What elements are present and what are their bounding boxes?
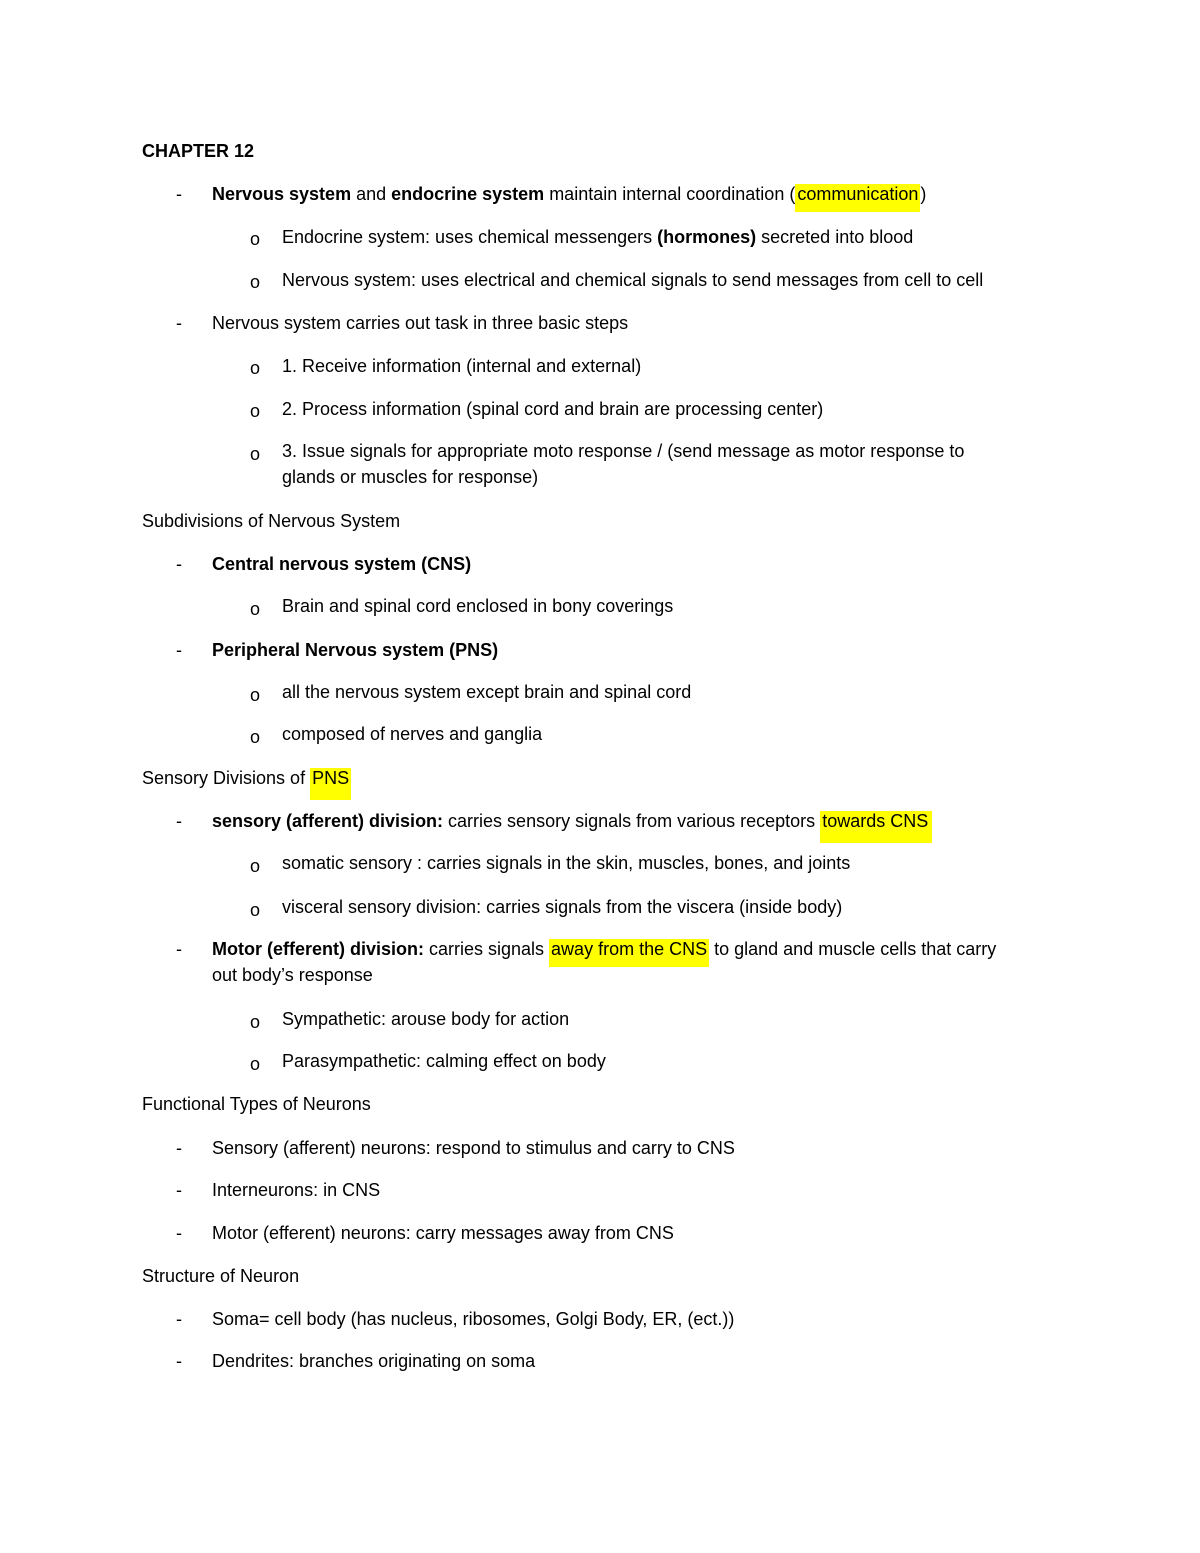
circle-bullet: o xyxy=(250,685,261,705)
circle-bullet: o xyxy=(250,444,261,464)
list-item: Parasympathetic: calming effect on body xyxy=(282,1051,606,1071)
section-title: Sensory Divisions of PNS xyxy=(142,765,351,791)
dash-bullet: - xyxy=(176,1180,182,1200)
circle-bullet: o xyxy=(250,1012,261,1032)
list-item: 3. Issue signals for appropriate moto response / (send message as motor response to xyxy=(282,441,965,461)
section-title: Functional Types of Neurons xyxy=(142,1094,371,1114)
list-item: Nervous system and endocrine system maintain internal coordination ( communication ) xyxy=(212,181,926,207)
dash-bullet: - xyxy=(176,313,182,333)
circle-bullet: o xyxy=(250,900,261,920)
list-item: Motor (efferent) division: carries signals away from the CNS to gland and muscle cells that carry xyxy=(212,936,996,962)
highlight: communication xyxy=(795,184,920,212)
circle-bullet: o xyxy=(250,1054,261,1074)
highlight: towards CNS xyxy=(820,811,932,843)
highlight: away from the CNS xyxy=(549,939,709,967)
dash-bullet: - xyxy=(176,1351,182,1371)
circle-bullet: o xyxy=(250,856,261,876)
circle-bullet: o xyxy=(250,599,261,619)
dash-bullet: - xyxy=(176,1138,182,1158)
list-item: all the nervous system except brain and spinal cord xyxy=(282,682,692,702)
list-item: Brain and spinal cord enclosed in bony coverings xyxy=(282,596,674,616)
list-item: Peripheral Nervous system (PNS) xyxy=(212,640,499,660)
circle-bullet: o xyxy=(250,229,261,249)
list-item: composed of nerves and ganglia xyxy=(282,724,543,744)
circle-bullet: o xyxy=(250,727,261,747)
section-title: Subdivisions of Nervous System xyxy=(142,511,401,531)
list-item: Sensory (afferent) neurons: respond to stimulus and carry to CNS xyxy=(212,1138,735,1158)
list-item: visceral sensory division: carries signals from the viscera (inside body) xyxy=(282,897,843,917)
list-item: Motor (efferent) neurons: carry messages away from CNS xyxy=(212,1223,674,1243)
dash-bullet: - xyxy=(176,554,182,574)
circle-bullet: o xyxy=(250,401,261,421)
dash-bullet: - xyxy=(176,1309,182,1329)
list-item: Soma= cell body (has nucleus, ribosomes, Golgi Body, ER, (ect.)) xyxy=(212,1309,735,1329)
list-item: 2. Process information (spinal cord and brain are processing center) xyxy=(282,399,824,419)
circle-bullet: o xyxy=(250,272,261,292)
dash-bullet: - xyxy=(176,939,182,959)
highlight: PNS xyxy=(310,768,351,800)
list-item-continuation: glands or muscles for response) xyxy=(282,467,539,487)
circle-bullet: o xyxy=(250,358,261,378)
list-item: Endocrine system: uses chemical messengers (hormones) secreted into blood xyxy=(282,227,914,247)
list-item-continuation: out body’s response xyxy=(212,965,373,985)
dash-bullet: - xyxy=(176,184,182,204)
dash-bullet: - xyxy=(176,811,182,831)
list-item: Central nervous system (CNS) xyxy=(212,554,472,574)
list-item: sensory (afferent) division: carries sensory signals from various receptors towards CNS xyxy=(212,808,932,834)
list-item: Nervous system: uses electrical and chemical signals to send messages from cell to cell xyxy=(282,270,984,290)
list-item: somatic sensory : carries signals in the skin, muscles, bones, and joints xyxy=(282,853,851,873)
list-item: Nervous system carries out task in three basic steps xyxy=(212,313,629,333)
list-item: Sympathetic: arouse body for action xyxy=(282,1009,570,1029)
list-item: Interneurons: in CNS xyxy=(212,1180,381,1200)
dash-bullet: - xyxy=(176,640,182,660)
list-item: Dendrites: branches originating on soma xyxy=(212,1351,536,1371)
section-title: Structure of Neuron xyxy=(142,1266,300,1286)
list-item: 1. Receive information (internal and external) xyxy=(282,356,642,376)
dash-bullet: - xyxy=(176,1223,182,1243)
chapter-heading: CHAPTER 12 xyxy=(142,141,255,161)
